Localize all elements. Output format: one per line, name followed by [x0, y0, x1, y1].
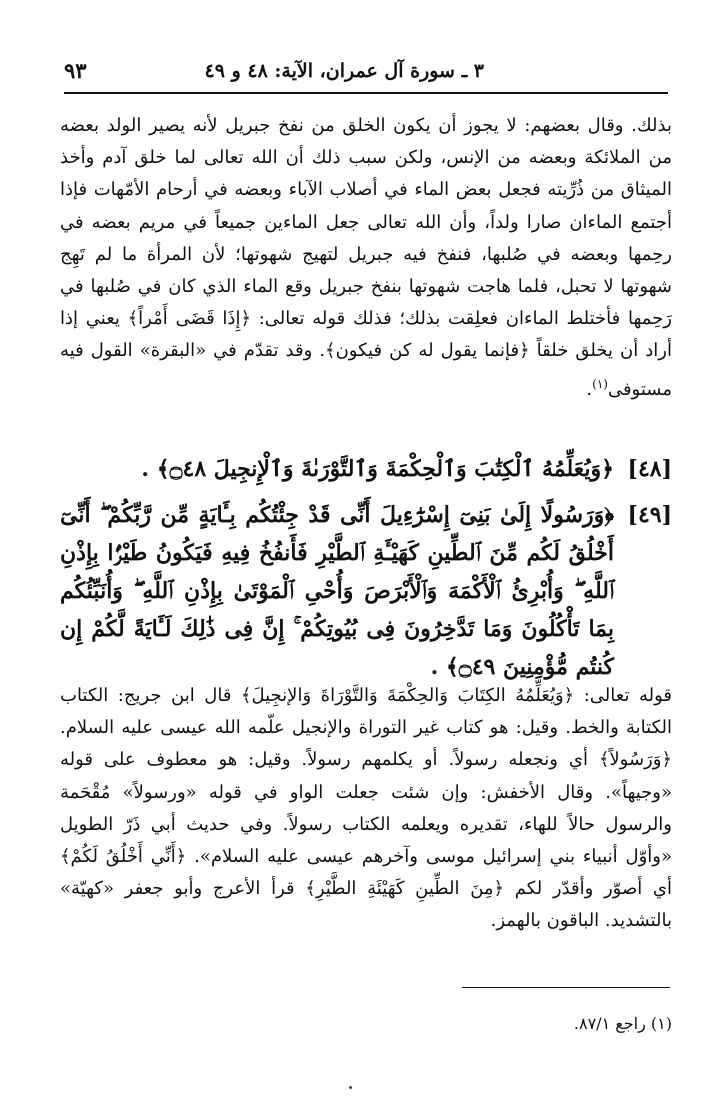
commentary-paragraph-1 — [60, 110, 672, 406]
paragraph-1-end: . — [586, 378, 593, 400]
commentary-paragraph-2 — [60, 680, 672, 938]
running-header — [64, 58, 664, 88]
page-mark — [349, 1086, 352, 1089]
quran-verses — [60, 450, 672, 686]
header-title: ٣ ـ سورة آل عمران، الآية: ٤٨ و ٤٩ — [204, 60, 484, 82]
verse-number: [٤٩] — [627, 502, 672, 528]
footnote: (١) راجع ٨٧/١. — [573, 1014, 672, 1033]
verse-text: ﴿وَيُعَلِّمُهُ ٱلْكِتَٰبَ وَٱلْحِكْمَةَ وَٱلتَّوْرَىٰةَ وَٱلْإِنجِيلَ ۝٤٨﴾ . — [141, 456, 614, 482]
verse-number: [٤٨] — [627, 456, 672, 482]
verse-text: ﴿وَرَسُولًا إِلَىٰ بَنِىٓ إِسْرَٰٓءِيلَ أَنِّى قَدْ جِئْتُكُم بِـَٔايَةٍ مِّن رَّبِّكُمْ ۖ أَنِّىٓ أَخْلُقُ لَكُم مِّنَ ٱلطِّينِ كَهَيْـَٔةِ ٱلطَّيْرِ فَأَنفُخُ فِيهِ فَيَكُونُ طَيْرًۢا بِإِذْنِ ٱللَّهِ ۖ وَأُبْرِئُ ٱلْأَكْمَهَ وَٱلْأَبْرَصَ وَأُحْىِ ٱلْمَوْتَىٰ بِإِذْنِ ٱللَّهِ ۖ وَأُنَبِّئُكُم بِمَا تَأْكُلُونَ وَمَا تَدَّخِرُونَ فِى بُيُوتِكُمْ ۚ إِنَّ فِى ذَٰلِكَ لَـَٔايَةً لَّكُمْ إِن كُنتُم مُّؤْمِنِينَ ۝٤٩﴾ . — [60, 502, 614, 680]
footnote-rule — [462, 987, 670, 988]
paragraph-2-text: قوله تعالى: ﴿وَيُعَلِّمُهُ الكِتَابَ وَالحِكْمَةَ وَالتَّوْرَاةَ وَالإنجِيلَ﴾ قال ابن جريج: الكتاب الكتابة والخط. وقيل: هو كتاب غير التوراة والإنجيل علّمه الله عيسى عليه السلام. ﴿وَرَسُولاً﴾ أي ونجعله رسولاً. أو يكلمهم رسولاً. وقيل: هو معطوف على قوله «وجيهاً». وقال الأخفش: وإن شئت جعلت الواو في قوله «ورسولاً» مُقْحَمة والرسول حالاً للهاء، تقديره ويعلمه الكتاب رسولاً. وفي حديث أبي ذَرّ الطويل «وأوّل أنبياء بني إسرائيل موسى وآخرهم عيسى عليه السلام». ﴿أَنِّي أَخْلُقُ لَكُمْ﴾ أي أصوّر وأقدّر لكم ﴿مِنَ الطِّينِ كَهَيْئَةِ الطَّيْرِ﴾ قرأ الأعرج وأبو جعفر «كهيّة» بالتشديد. الباقون بالهمز. — [60, 685, 672, 932]
footnote-marker: (١) — [592, 376, 608, 391]
header-rule — [64, 92, 668, 94]
verse-49 — [60, 496, 672, 686]
verse-48 — [60, 450, 672, 488]
paragraph-1-text: بذلك. وقال بعضهم: لا يجوز أن يكون الخلق من نفخ جبريل لأنه يصير الولد بعضه من الملائكة وبعضه من الإنس، ولكن سبب ذلك أن الله تعالى لما خلق آدم وأخذ الميثاق من ذُرِّيته فجعل بعض الماء في أصلاب الآباء وبعضه في أرحام الأمّهات فإذا أجتمع الماءان صارا ولداً، وأن الله تعالى جعل الماءين جميعاً في مريم بعضه في رحِمها وبعضه في صُلبها، فنفخ فيه جبريل لتهيج شهوتها؛ لأن المرأة ما لم تَهِج شهوتها لا تحبل، فلما هاجت شهوتها بنفخ جبريل وقع الماء الذي كان في صُلبها في رَحِمها فأختلط الماءان فعلِقت بذلك؛ فذلك قوله تعالى: ﴿إِذَا قَضَى أَمْراً﴾ يعني إذا أراد أن يخلق خلقاً ﴿فإنما يقول له كن فيكون﴾. وقد تقدّم في «البقرة» القول فيه مستوفى — [60, 115, 672, 400]
page-number: ٩٣ — [64, 58, 87, 83]
